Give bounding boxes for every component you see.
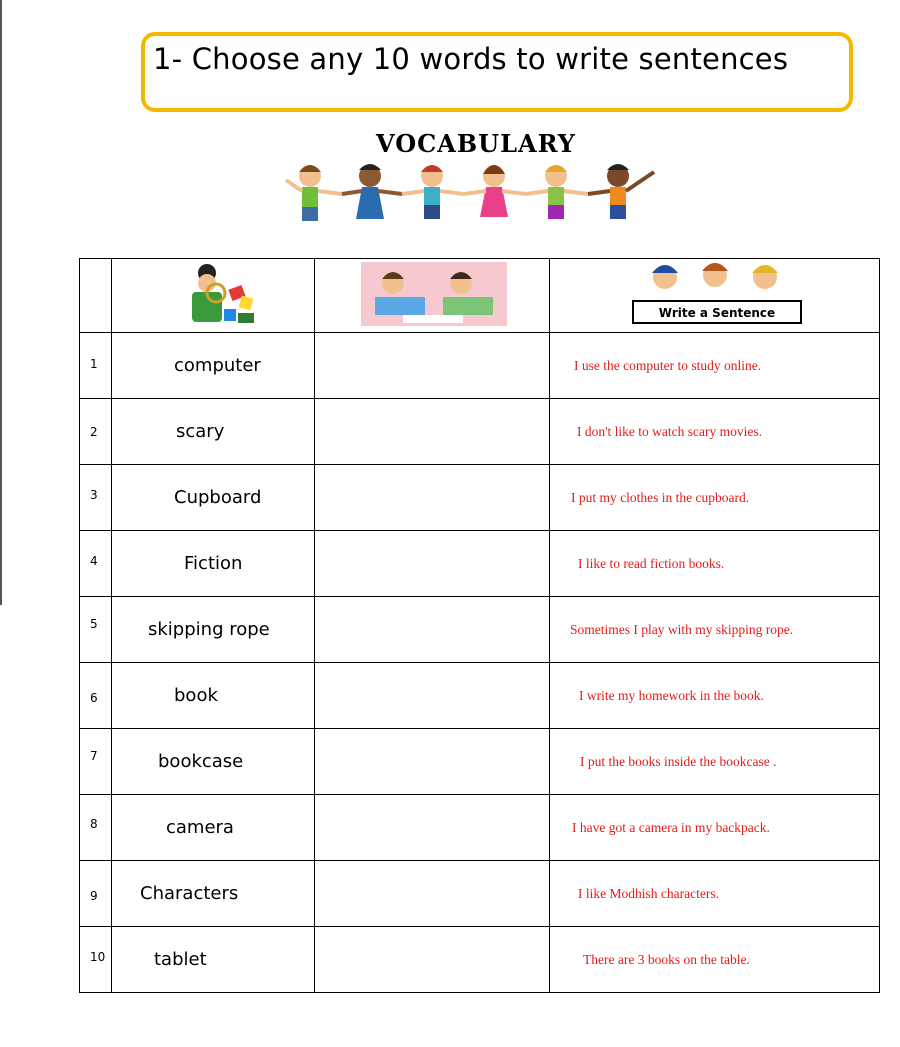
header-drawing-cell xyxy=(315,259,550,333)
table-row xyxy=(80,729,880,795)
vocabulary-word-cell xyxy=(112,663,315,729)
vocabulary-word-cell xyxy=(112,399,315,465)
title-box xyxy=(141,32,853,112)
vocabulary-word: scary xyxy=(176,421,225,442)
header-sentence-cell xyxy=(550,259,880,333)
row-number: 6 xyxy=(80,665,112,731)
sentence-cell xyxy=(550,597,880,663)
row-number: 7 xyxy=(80,723,112,789)
vocabulary-word-cell xyxy=(112,465,315,531)
vocabulary-word: computer xyxy=(174,355,261,376)
row-number: 2 xyxy=(80,399,112,465)
children-holding-hands-illustration xyxy=(280,158,670,234)
vocabulary-word: skipping rope xyxy=(148,619,270,640)
table-row xyxy=(80,531,880,597)
sentence-cell xyxy=(550,333,880,399)
sentence-cell xyxy=(550,729,880,795)
table-row xyxy=(80,465,880,531)
header-word-cell xyxy=(112,259,315,333)
sentence-cell xyxy=(550,795,880,861)
vocabulary-word: Characters xyxy=(140,883,239,904)
vocabulary-word: tablet xyxy=(154,949,207,970)
sentence-cell xyxy=(550,861,880,927)
row-number: 1 xyxy=(80,331,112,397)
vocabulary-word-cell xyxy=(112,597,315,663)
blank-drawing-cell xyxy=(315,531,550,597)
write-a-sentence-label: Write a Sentence xyxy=(658,306,776,320)
sentence-cell xyxy=(550,399,880,465)
vocabulary-heading: VOCABULARY xyxy=(376,129,576,158)
vocabulary-word-cell xyxy=(112,729,315,795)
page-title: 1- Choose any 10 words to write sentences xyxy=(153,42,789,76)
header-number-cell xyxy=(80,259,112,333)
example-sentence: Sometimes I play with my skipping rope. xyxy=(570,621,794,637)
example-sentence: I like to read fiction books. xyxy=(578,555,725,571)
table-row xyxy=(80,795,880,861)
row-number: 8 xyxy=(80,791,112,857)
blank-drawing-cell xyxy=(315,729,550,795)
write-a-sentence-banner-icon xyxy=(550,259,880,328)
vocabulary-word-cell xyxy=(112,861,315,927)
vocabulary-word: book xyxy=(174,685,218,706)
vocabulary-word-cell xyxy=(112,531,315,597)
blank-drawing-cell xyxy=(315,861,550,927)
example-sentence: I have got a camera in my backpack. xyxy=(572,819,770,835)
table-header-row xyxy=(80,259,880,333)
vocabulary-word-cell xyxy=(112,795,315,861)
vocabulary-word: camera xyxy=(166,817,234,838)
blank-drawing-cell xyxy=(315,663,550,729)
vocabulary-word-cell xyxy=(112,333,315,399)
row-number: 10 xyxy=(80,924,112,990)
sentence-cell xyxy=(550,663,880,729)
table-row xyxy=(80,663,880,729)
sentence-cell xyxy=(550,927,880,993)
table-row xyxy=(80,399,880,465)
blank-drawing-cell xyxy=(315,465,550,531)
example-sentence: I put the books inside the bookcase . xyxy=(580,753,777,769)
blank-drawing-cell xyxy=(315,927,550,993)
table-row xyxy=(80,927,880,993)
blank-drawing-cell xyxy=(315,597,550,663)
row-number: 5 xyxy=(80,591,112,657)
vocabulary-word-cell xyxy=(112,927,315,993)
example-sentence: I like Modhish characters. xyxy=(578,885,719,901)
vocabulary-word: Fiction xyxy=(184,553,243,574)
example-sentence: I don't like to watch scary movies. xyxy=(577,423,763,439)
table-row xyxy=(80,597,880,663)
sentence-cell xyxy=(550,465,880,531)
example-sentence: There are 3 books on the table. xyxy=(583,951,750,967)
blank-drawing-cell xyxy=(315,795,550,861)
vocabulary-word: Cupboard xyxy=(174,487,262,508)
table-row xyxy=(80,861,880,927)
example-sentence: I write my homework in the book. xyxy=(579,687,764,703)
kids-drawing-icon xyxy=(315,259,550,328)
row-number: 3 xyxy=(80,462,112,528)
row-number: 4 xyxy=(80,528,112,594)
blank-drawing-cell xyxy=(315,399,550,465)
example-sentence: I use the computer to study online. xyxy=(574,357,762,373)
vocabulary-table xyxy=(79,258,880,993)
table-row xyxy=(80,333,880,399)
example-sentence: I put my clothes in the cupboard. xyxy=(571,489,750,505)
blank-drawing-cell xyxy=(315,333,550,399)
page-left-rule xyxy=(0,0,2,605)
vocabulary-word: bookcase xyxy=(158,751,244,772)
detective-word-icon xyxy=(112,259,315,328)
sentence-cell xyxy=(550,531,880,597)
row-number: 9 xyxy=(80,863,112,929)
